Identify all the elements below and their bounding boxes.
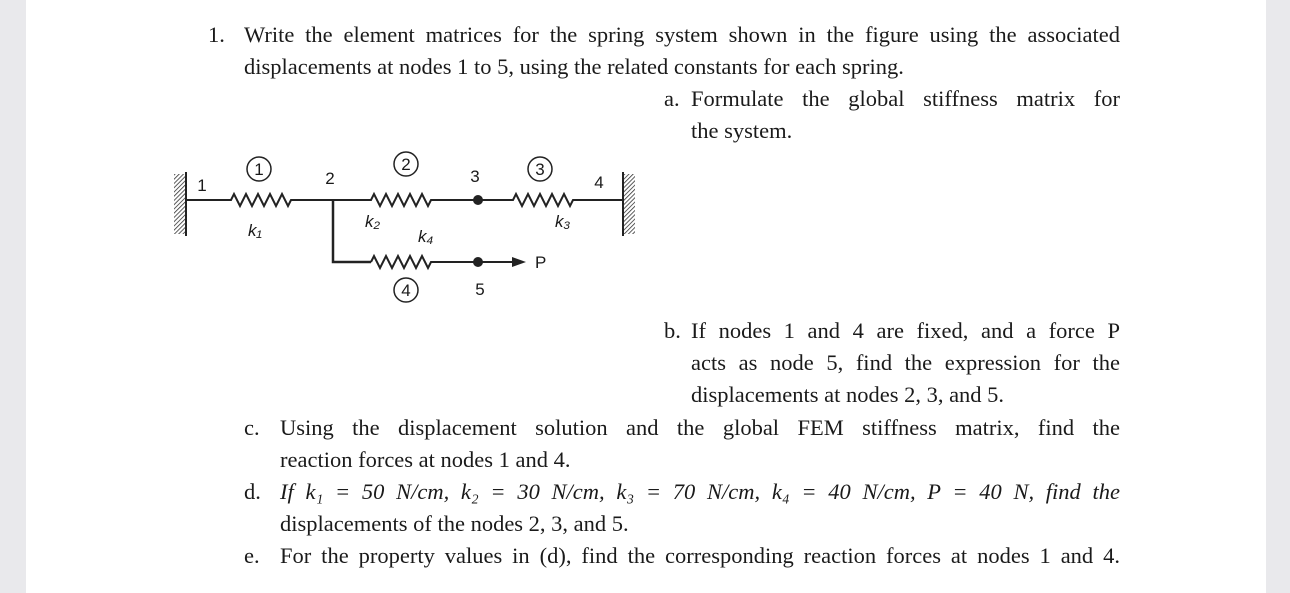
node-4-label: 4	[594, 173, 604, 192]
part-c-line2: reaction forces at nodes 1 and 4.	[280, 447, 571, 472]
part-e-line1: For the property values in (d), find the corresponding reaction forces at nodes 1 and 4.	[280, 543, 1120, 568]
node-5-dot	[473, 257, 483, 267]
node-3-label: 3	[470, 167, 480, 186]
rigid-bar	[333, 200, 371, 262]
node-3-dot	[473, 195, 483, 205]
part-b-line1: If nodes 1 and 4 are fixed, and a force P	[691, 318, 1120, 343]
part-c-line1: Using the displacement solution and the global FEM stiffness matrix, find the	[280, 415, 1120, 440]
spring-k4-label: k₄	[418, 227, 434, 246]
part-b-label: b.	[664, 318, 681, 343]
part-d-line2: displacements of the nodes 2, 3, and 5.	[280, 511, 629, 536]
part-d-line1: If k₁ = 50 N/cm, k₂ = 30 N/cm, k₃ = 70 N/cm, k₄ = 40 N/cm, P = 40 N, find the	[280, 479, 1120, 504]
problem-text-line1: Write the element matrices for the spring system shown in the figure using the associated	[244, 22, 1120, 47]
element-4-label: 4	[401, 281, 411, 300]
part-a-line1: Formulate the global stiffness matrix for	[691, 86, 1120, 111]
right-wall-hatch	[623, 174, 635, 234]
spring-k1-label: k₁	[248, 221, 262, 240]
node-2-label: 2	[325, 169, 335, 188]
force-arrowhead	[512, 257, 526, 267]
left-wall-hatch	[174, 174, 186, 234]
spring-system-figure	[26, 0, 666, 320]
node-5-label: 5	[475, 280, 485, 299]
spring-k2-label: k₂	[365, 212, 380, 231]
element-2-label: 2	[401, 155, 411, 174]
part-b-line3: displacements at nodes 2, 3, and 5.	[691, 382, 1005, 407]
element-1-label: 1	[254, 160, 264, 179]
spring-k3	[478, 194, 623, 206]
spring-k2	[333, 194, 478, 206]
load-label: P	[535, 253, 547, 272]
part-d-label: d.	[244, 479, 261, 504]
part-a-label: a.	[664, 86, 680, 111]
spring-k3-label: k₃	[555, 212, 571, 231]
element-3-label: 3	[535, 160, 545, 179]
part-a-line2: the system.	[691, 118, 793, 143]
part-c-label: c.	[244, 415, 260, 440]
node-1-label: 1	[197, 176, 207, 195]
problem-text-line2: displacements at nodes 1 to 5, using the related constants for each spring.	[244, 54, 904, 79]
document-page	[26, 0, 1266, 593]
spring-k1	[186, 194, 333, 206]
part-b-line2: acts as node 5, find the expression for the	[691, 350, 1120, 375]
spring-k4	[371, 256, 478, 268]
problem-number: 1.	[208, 22, 225, 47]
part-e-label: e.	[244, 543, 260, 568]
